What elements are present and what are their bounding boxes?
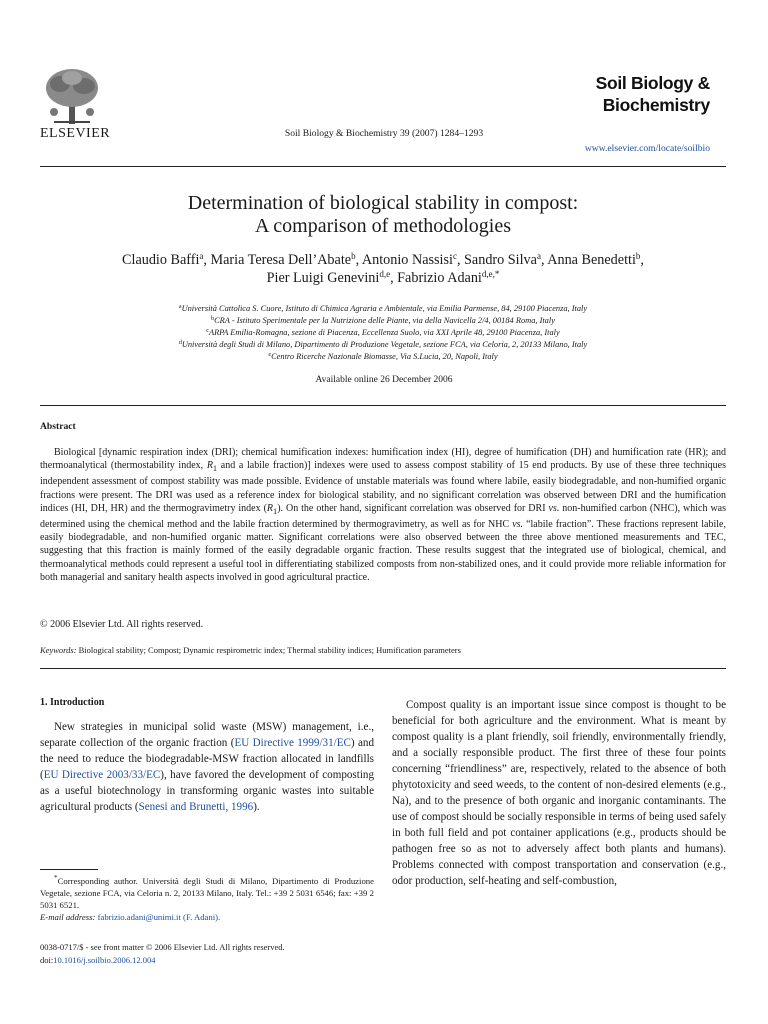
intro-part: ) and the need to reduce the biodegradable-MSW fraction allocated in landfills ( bbox=[40, 737, 374, 781]
author-separator: , bbox=[456, 252, 465, 268]
intro-part: New strategies in municipal solid waste (MSW) management, i.e., separate collection of the organic fraction ( bbox=[40, 721, 374, 749]
author-separator: , bbox=[355, 252, 362, 268]
r1-symbol: R bbox=[266, 502, 274, 514]
author-name: Pier Luigi Genevini bbox=[266, 270, 380, 286]
available-online-date: Available online 26 December 2006 bbox=[315, 375, 453, 385]
footnote-mark: * bbox=[54, 874, 58, 882]
header-divider bbox=[40, 166, 726, 167]
r1-symbol: R bbox=[206, 460, 213, 472]
affiliation-mark: a bbox=[178, 304, 182, 310]
author-email-owner[interactable]: (F. Adani). bbox=[183, 911, 221, 922]
abstract-top-divider bbox=[40, 405, 726, 406]
author-affiliation-mark: d,e bbox=[379, 269, 391, 279]
abstract-part: and a labile fraction)] indexes were used to assess compost stability of 15 end products. By use of these three techniques independent assessment of compost stability was made possible. Evidence of unstable materials was found where labile, easily biodegradable, and non-humified organic fractions were present. The DRI was used as a reference index for biological stability, and no significant correlation was observed between DRI and the humification indices (HI, DH, HR) and the thermogravimetry index ( bbox=[40, 460, 727, 514]
affiliation-text: Università Cattolica S. Cuore, Istituto di Chimica Agraria e Ambientale, via Emilia Parmense, 84, 29100 Piacenza, Italy bbox=[181, 304, 588, 313]
footnote-divider bbox=[40, 869, 98, 870]
author-affiliation-mark: b bbox=[351, 251, 356, 261]
author-list bbox=[30, 251, 736, 287]
journal-citation: Soil Biology & Biochemistry 39 (2007) 1284–1293 bbox=[284, 128, 484, 139]
author-name: Claudio Baffi bbox=[122, 252, 200, 268]
corresponding-author-footnote bbox=[40, 872, 374, 923]
affiliation-text: ARPA Emilia-Romagna, sezione di Piacenza, Eccellenza Suolo, via XXI Aprile 48, 29100 Piacenza, Italy bbox=[208, 328, 560, 337]
r1-subscript: 1 bbox=[273, 506, 278, 516]
abstract-part: “labile fraction”. These fractions represent labile, easily biodegradable, and non-humified organic matter. Significant correlations were also observed between the three above mentioned measurements and TEC, suggesting that this fraction is mainly formed of the easily degradable organic fraction. These results suggest that the integrated use of biological, chemical, and thermoanalytical methods could represent a useful tool in differentiating stabilized composts from non-stabilized ones, and it could provide more reliable information for both managerial and sanitary health aspects involved in good agricultural practice. bbox=[40, 519, 726, 583]
affiliation-list bbox=[40, 303, 726, 363]
ref-link-eu-directive-1999[interactable]: EU Directive 1999/31/EC bbox=[234, 737, 351, 749]
author-name: Sandro Silva bbox=[464, 252, 537, 268]
author-name: Maria Teresa Dell’Abate bbox=[210, 252, 352, 268]
abstract-part: Biological [dynamic respiration index (DRI); chemical humification indexes: humification index (HI), degree of humification (DH) and humification rate (HR); and thermoanalytical (thermostability index, bbox=[40, 447, 726, 472]
affiliation-line bbox=[40, 303, 726, 315]
affiliation-line bbox=[40, 351, 726, 363]
email-label: E-mail address: bbox=[40, 911, 96, 922]
affiliation-mark: b bbox=[211, 316, 215, 322]
abstract-text bbox=[40, 446, 726, 584]
author-name: Antonio Nassisi bbox=[361, 252, 453, 268]
article-title bbox=[40, 192, 726, 238]
journal-url-link[interactable]: www.elsevier.com/locate/soilbio bbox=[584, 143, 710, 154]
author-affiliation-mark: a bbox=[199, 251, 204, 261]
author-name: Anna Benedetti bbox=[547, 252, 636, 268]
keywords-label: Keywords: bbox=[40, 645, 77, 655]
doi-line bbox=[40, 954, 374, 967]
affiliation-mark: d bbox=[178, 340, 182, 346]
author-separator: , bbox=[203, 252, 211, 268]
intro-paragraph bbox=[40, 719, 374, 815]
section-heading-introduction: 1. Introduction bbox=[40, 697, 105, 708]
author-separator: , bbox=[390, 270, 398, 286]
r1-subscript: 1 bbox=[212, 464, 218, 474]
keywords-list: Biological stability; Compost; Dynamic respirometric index; Thermal stability indices; Humification parameters bbox=[76, 645, 461, 655]
affiliation-mark: e bbox=[268, 352, 272, 358]
abstract-heading: Abstract bbox=[40, 421, 76, 432]
doi-link[interactable]: 10.1016/j.soilbio.2006.12.004 bbox=[53, 955, 156, 965]
affiliation-line bbox=[40, 339, 726, 351]
vs-abbrev: vs. bbox=[548, 502, 560, 514]
abstract-part: ). On the other hand, significant correlation was observed for DRI bbox=[277, 502, 549, 514]
article-meta-footer bbox=[40, 941, 374, 967]
author-affiliation-mark: a bbox=[536, 251, 541, 261]
author-separator: , bbox=[640, 252, 644, 268]
journal-name-line2: Biochemistry bbox=[602, 95, 710, 115]
issn-line: 0038-0717/$ - see front matter © 2006 Elsevier Ltd. All rights reserved. bbox=[40, 942, 285, 952]
intro-part: ), have favored the development of composting as a useful biotechnology in transforming organic wastes into suitable agricultural products ( bbox=[40, 769, 374, 813]
intro-part: ). bbox=[253, 801, 260, 813]
vs-abbrev: vs. bbox=[512, 519, 524, 531]
ref-link-eu-directive-2003[interactable]: EU Directive 2003/33/EC bbox=[43, 769, 161, 781]
affiliation-mark: c bbox=[206, 328, 209, 334]
ref-link-senesi-brunetti[interactable]: Senesi and Brunetti, 1996 bbox=[138, 801, 254, 813]
affiliation-line bbox=[40, 315, 726, 327]
affiliation-line bbox=[40, 327, 726, 339]
affiliation-text: CRA - Istituto Sperimentale per la Nutrizione delle Piante, via della Navicella 2/4, 00184 Roma, Italy bbox=[214, 316, 555, 325]
footnote-text: Corresponding author. Università degli Studi di Milano, Dipartimento di Produzione Vegetale, sezione FCA, via Celoria n. 2, 20133 Milano, Italy. Tel.: +39 2 5031 6546; fax: +39 2 5031 6521. bbox=[40, 875, 374, 910]
author-separator: , bbox=[540, 252, 548, 268]
affiliation-text: Università degli Studi di Milano, Dipartimento di Produzione Vegetale, sezione FCA, via Celoria, 2, 20133 Milano, Italy bbox=[181, 340, 588, 349]
author-email-link[interactable]: fabrizio.adani@unimi.it bbox=[97, 911, 181, 922]
author-affiliation-mark: c bbox=[452, 251, 457, 261]
abstract-bottom-divider bbox=[40, 668, 726, 669]
abstract-part: non-humified carbon (NHC), which was determined using the chemical method and the labile fraction determined by thermogravimetry, as well as for NHC bbox=[40, 502, 726, 531]
article-title-line1: Determination of biological stability in compost: bbox=[187, 192, 579, 214]
right-column-paragraph: Compost quality is an important issue since compost is thought to be beneficial for both agriculture and the environment. What is meant by compost quality is a plant friendly, soil friendly, environmentally friendly, and a socially responsible product. The first three of these four points concerning “friendliness” are, respectively, related to the absence of both phytotoxicity and seed weeds, to the content of non-desired elements (e.g., Na), and to the presence of both organic and inorganic contaminants. The use of compost should be socially responsible in terms of being used safely in both full field and pot container applications (e.g., products should be pathogen free so as not to adversely affect both plants and humans). Problems connected with compost transportation and conservation (e.g., odor production, self-heating and self-combustion, bbox=[392, 699, 726, 887]
doi-label: doi: bbox=[40, 955, 54, 965]
author-name: Fabrizio Adani bbox=[397, 270, 482, 286]
abstract-copyright: © 2006 Elsevier Ltd. All rights reserved. bbox=[40, 619, 204, 630]
affiliation-text: Centro Ricerche Nazionale Biomasse, Via S.Lucia, 20, Napoli, Italy bbox=[271, 352, 498, 361]
author-affiliation-mark: b bbox=[635, 251, 641, 261]
author-affiliation-mark: d,e,* bbox=[481, 269, 500, 279]
publisher-name: ELSEVIER bbox=[40, 126, 111, 141]
journal-logo-text bbox=[596, 72, 710, 116]
article-title-line2: A comparison of methodologies bbox=[254, 215, 512, 237]
keywords bbox=[40, 645, 461, 655]
elsevier-tree-logo-icon bbox=[40, 66, 104, 126]
journal-name-line1: Soil Biology & bbox=[595, 73, 710, 93]
